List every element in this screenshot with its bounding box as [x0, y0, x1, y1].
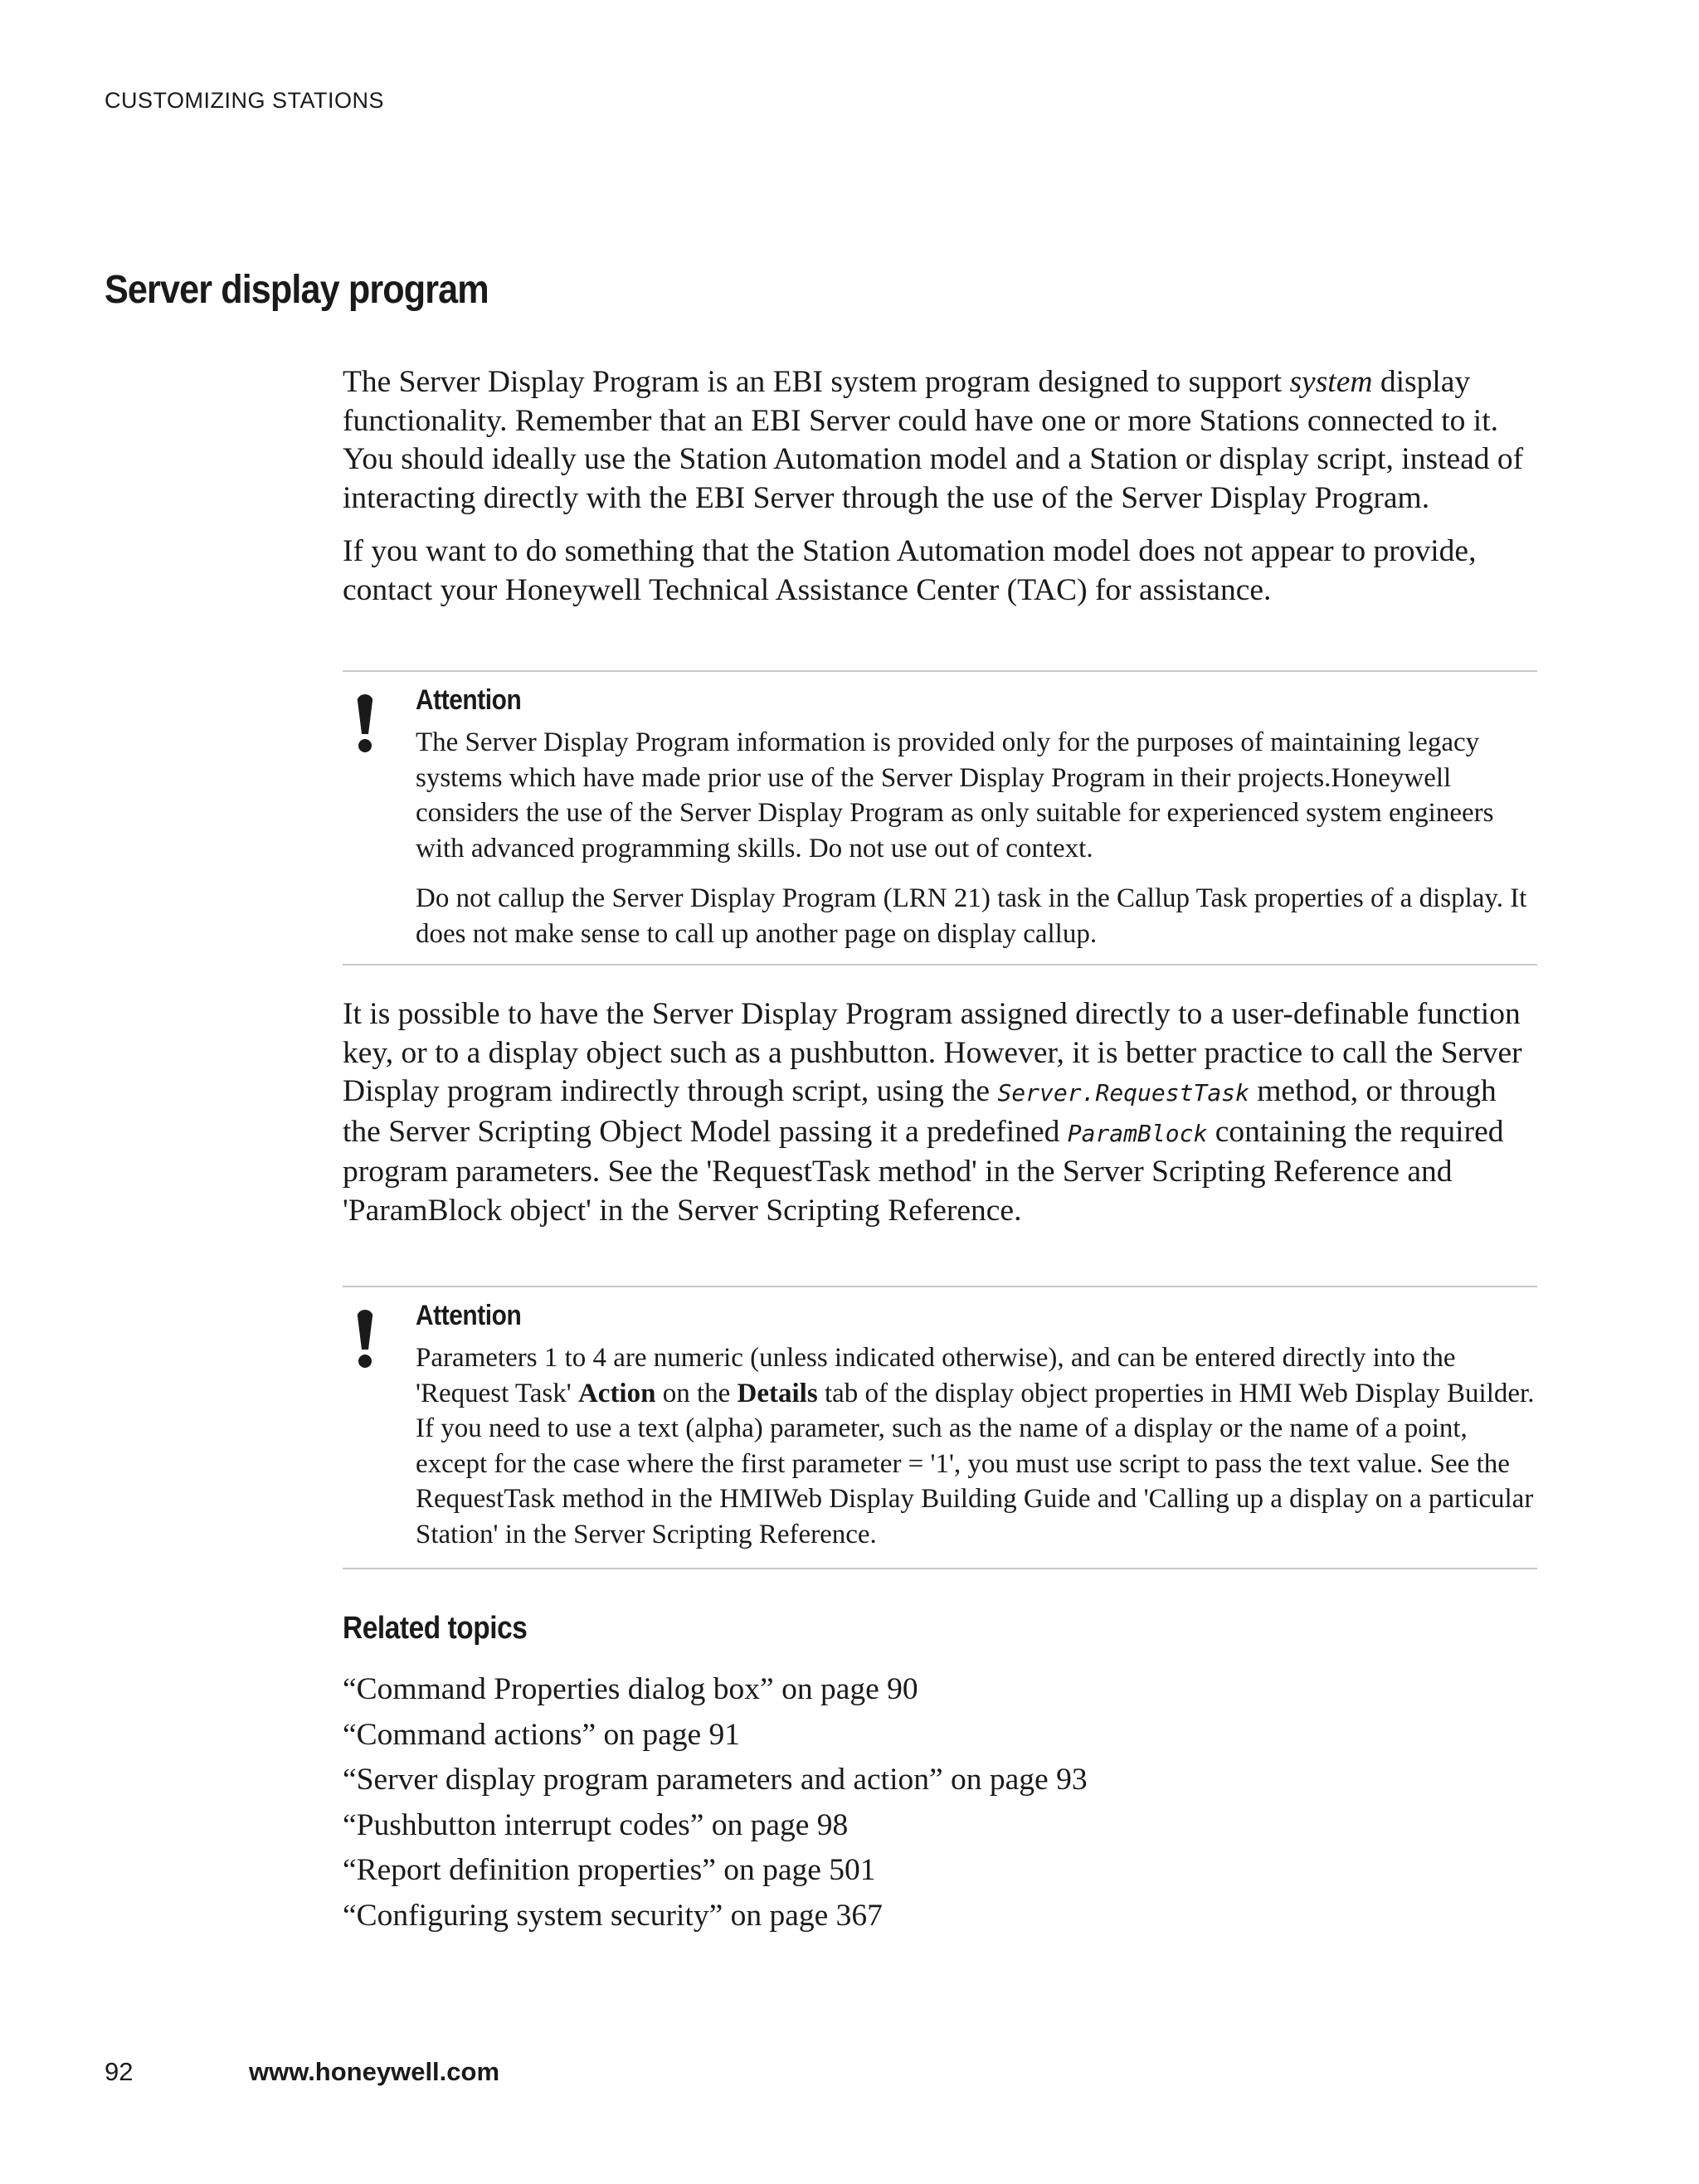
related-topic-link[interactable]: “Command actions” on page 91: [343, 1717, 741, 1752]
related-topics-list: [343, 1667, 1088, 1939]
related-topic-link[interactable]: “Pushbutton interrupt codes” on page 98: [343, 1807, 849, 1842]
scripting-paragraph: It is possible to have the Server Display Program assigned directly to a user-definable function key, or to a display object such as a pushbutton. However, it is better practice to call the Server Display program indirectly through script, using the Server.RequestTask method, or through the Server Scripting Object Model passing it a predefined ParamBlock containing the required program parameters. See the 'RequestTask method' in the Server Scripting Reference and 'ParamBlock object' in the Server Scripting Reference.: [343, 997, 1522, 1228]
related-topics-heading: Related topics: [343, 1611, 528, 1646]
attention-1-paragraph-2: Do not callup the Server Display Program (LRN 21) task in the Callup Task properties of a display. It does not make sense to call up another page on display callup.: [416, 883, 1527, 949]
attention-2-paragraph: Parameters 1 to 4 are numeric (unless indicated otherwise), and can be entered directly into the 'Request Task' Action on the Details tab of the display object properties in HMI Web Display Builder. If you need to use a text (alpha) parameter, such as the name of a display or the name of a point, except for the case where the first parameter = '1', you must use script to pass the text value. See the RequestTask method in the HMIWeb Display Building Guide and 'Calling up a display on a particular Station' in the Server Scripting Reference.: [416, 1343, 1535, 1549]
footer-url[interactable]: www.honeywell.com: [249, 2057, 500, 2086]
code-paramblock: ParamBlock: [1067, 1119, 1208, 1147]
page-title: Server display program: [105, 268, 489, 312]
related-topic-link[interactable]: “Server display program parameters and action” on page 93: [343, 1763, 1088, 1797]
code-server-requesttask: Server.RequestTask: [997, 1079, 1249, 1107]
related-topic-link[interactable]: “Command Properties dialog box” on page 90: [343, 1672, 918, 1706]
footer-page-number: 92: [105, 2057, 134, 2086]
attention-heading: Attention: [416, 684, 522, 716]
scripting-section: [343, 995, 1537, 1230]
attention-callout-2: [343, 1286, 1537, 1569]
emphasis-system: system: [1289, 365, 1373, 399]
related-topic-link[interactable]: “Report definition properties” on page 501: [343, 1853, 876, 1888]
attention-heading: Attention: [416, 1300, 522, 1331]
attention-1-paragraph-1: The Server Display Program information is provided only for the purposes of maintaining legacy systems which have made prior use of the Server Display Program in their projects.Honeywell considers the use of the Server Display Program as only suitable for experienced system engineers with advanced programming skills. Do not use out of context.: [416, 727, 1494, 863]
related-topic-link[interactable]: “Configuring system security” on page 367: [343, 1898, 883, 1933]
bold-details: Details: [737, 1378, 818, 1408]
attention-icon: [357, 694, 373, 752]
running-header: CUSTOMIZING STATIONS: [105, 88, 385, 113]
attention-callout-1: [343, 670, 1537, 966]
attention-icon: [357, 1310, 373, 1368]
intro-paragraph-2: If you want to do something that the Station Automation model does not appear to provide, contact your Honeywell Technical Assistance Center (TAC) for assistance.: [343, 534, 1477, 607]
bold-action: Action: [577, 1378, 656, 1408]
intro-paragraph-1: The Server Display Program is an EBI system program designed to support system display functionality. Remember that an EBI Server could have one or more Stations connected to it. You should ideally use the Station Automation model and a Station or display script, instead of interacting directly with the EBI Server through the use of the Server Display Program.: [343, 365, 1524, 515]
intro-section: [343, 363, 1537, 610]
